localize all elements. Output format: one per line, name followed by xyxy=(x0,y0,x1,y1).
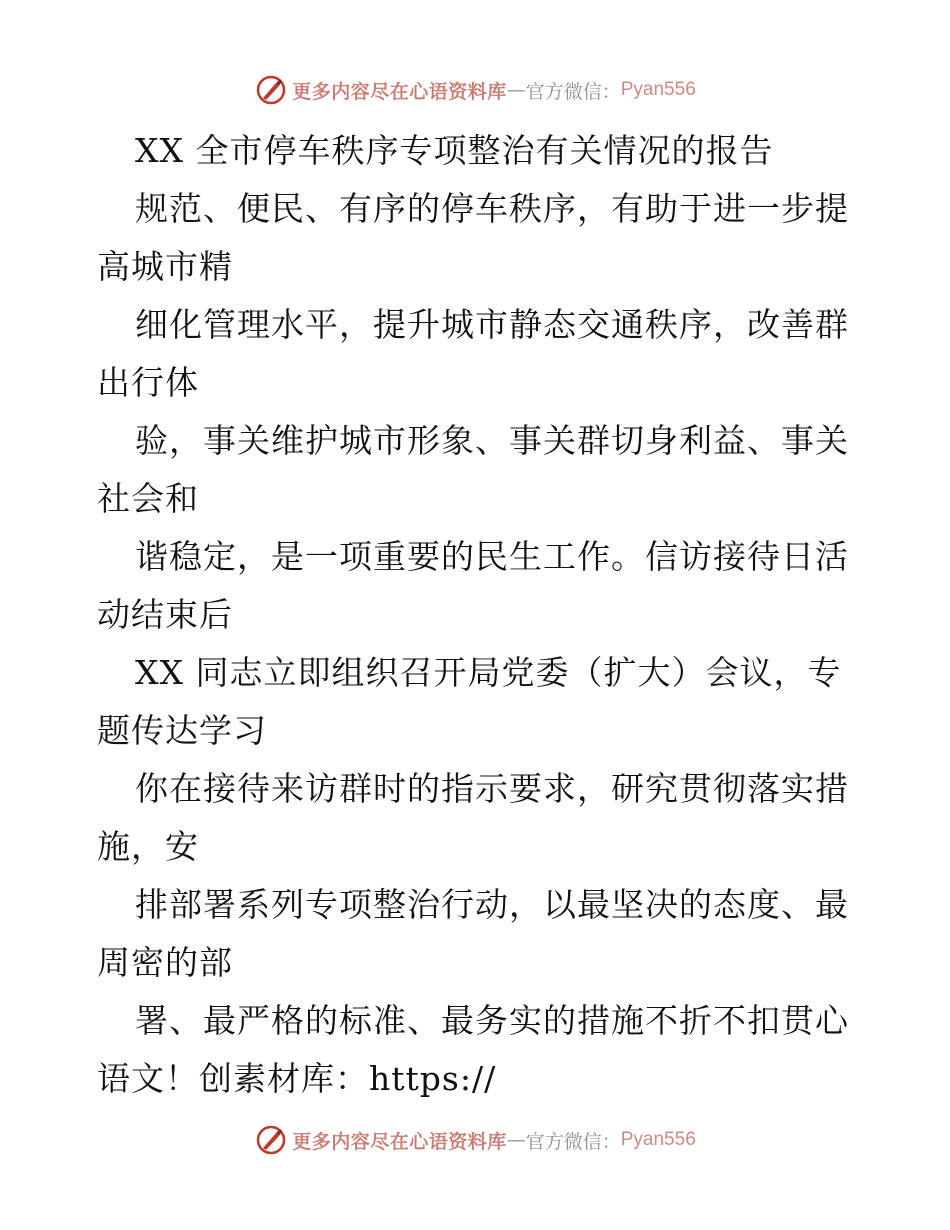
banner-sub-text: 官方微信： xyxy=(525,80,621,103)
banner-main-text: 更多内容尽在心语资料库 xyxy=(292,1130,507,1153)
text-line: XX 同志立即组织召开局党委（扩大）会议，专 xyxy=(135,653,842,692)
text-line: 出行体 xyxy=(97,363,199,402)
text-line: 动结束后 xyxy=(97,595,233,634)
banner-wechat-id: Pyan556 xyxy=(620,79,696,100)
document-body xyxy=(97,122,857,1108)
pen-logo-icon xyxy=(254,73,288,107)
text-line: 语文！创素材库：https:// xyxy=(97,1059,497,1098)
text-line: 你在接待来访群时的指示要求，研究贯彻落实措 xyxy=(135,769,849,808)
text-line: 施，安 xyxy=(97,827,199,866)
pen-logo-icon xyxy=(254,1123,288,1157)
text-line: 周密的部 xyxy=(97,943,233,982)
banner-wechat-id: Pyan556 xyxy=(620,1129,696,1150)
text-line: 规范、便民、有序的停车秩序，有助于进一步提 xyxy=(135,189,849,228)
text-line: 细化管理水平，提升城市静态交通秩序，改善群 xyxy=(135,305,849,344)
header-banner xyxy=(0,70,950,110)
banner-dash: — xyxy=(506,1129,526,1151)
text-line: 排部署系列专项整治行动，以最坚决的态度、最 xyxy=(135,885,849,924)
text-line: 社会和 xyxy=(97,479,199,518)
document-title: XX 全市停车秩序专项整治有关情况的报告 xyxy=(135,131,774,170)
banner-sub-text: 官方微信： xyxy=(525,1130,621,1153)
text-line: 谐稳定，是一项重要的民生工作。信访接待日活 xyxy=(135,537,849,576)
text-line: 署、最严格的标准、最务实的措施不折不扣贯心 xyxy=(135,1001,849,1040)
banner-dash: — xyxy=(506,79,526,101)
banner-main-text: 更多内容尽在心语资料库 xyxy=(292,80,507,103)
footer-banner xyxy=(0,1120,950,1160)
text-line: 高城市精 xyxy=(97,247,233,286)
text-line: 题传达学习 xyxy=(97,711,267,750)
text-line: 验，事关维护城市形象、事关群切身利益、事关 xyxy=(135,421,849,460)
